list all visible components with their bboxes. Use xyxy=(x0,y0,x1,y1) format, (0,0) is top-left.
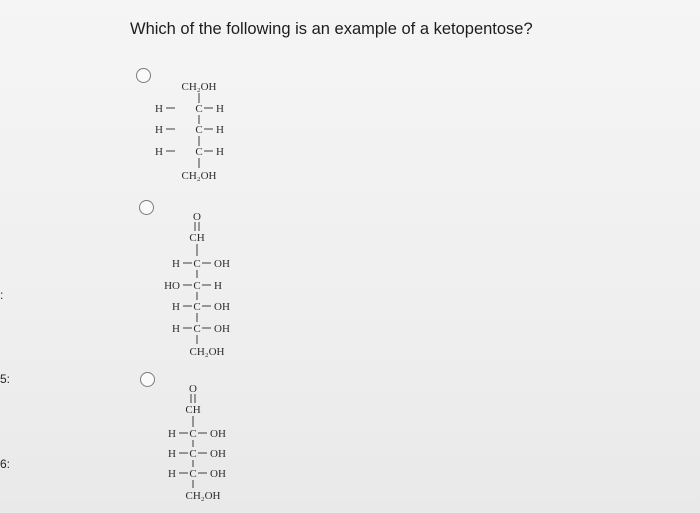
sidebar-question-marker: 6: xyxy=(0,457,11,471)
option-b-fischer-projection xyxy=(150,208,260,358)
sidebar-question-marker: 5: xyxy=(0,372,11,386)
carbon-label: C xyxy=(189,468,197,480)
option-c-fischer-projection xyxy=(150,380,260,505)
left-substituent: H xyxy=(155,103,163,115)
left-substituent: HO xyxy=(164,280,180,292)
carbon-label: C xyxy=(193,323,201,335)
carbon-label: C xyxy=(195,146,203,158)
right-substituent: OH xyxy=(210,468,226,480)
right-substituent: H xyxy=(216,146,224,158)
bottom-group-label: CH₂OH xyxy=(185,490,221,502)
left-substituent: H xyxy=(172,323,180,335)
carbon-label: C xyxy=(193,301,201,313)
carbonyl-oxygen-label: O xyxy=(193,211,201,223)
right-substituent: H xyxy=(216,124,224,136)
carbon-label: C xyxy=(195,124,203,136)
carbon-label: C xyxy=(189,448,197,460)
question-text: Which of the following is an example of a ketopentose? xyxy=(130,20,533,38)
carbon-label: C xyxy=(193,258,201,270)
right-substituent: OH xyxy=(214,258,230,270)
right-substituent: OH xyxy=(214,301,230,313)
left-substituent: H xyxy=(168,448,176,460)
right-substituent: OH xyxy=(210,448,226,460)
right-substituent: OH xyxy=(214,323,230,335)
right-substituent: H xyxy=(214,280,222,292)
left-substituent: H xyxy=(168,428,176,440)
bottom-group-label: CH₂OH xyxy=(181,170,217,182)
carbon-label: C xyxy=(195,103,203,115)
carbon-label: C xyxy=(189,428,197,440)
right-substituent: OH xyxy=(210,428,226,440)
right-substituent: H xyxy=(216,103,224,115)
left-substituent: H xyxy=(168,468,176,480)
carbon-label: C xyxy=(193,280,201,292)
carbonyl-oxygen-label: O xyxy=(189,383,197,395)
left-substituent: H xyxy=(155,146,163,158)
aldehyde-group-label: CH xyxy=(189,232,205,244)
left-substituent: H xyxy=(172,258,180,270)
sidebar-question-marker: : xyxy=(0,288,4,302)
bottom-group-label: CH₂OH xyxy=(189,346,225,358)
left-substituent: H xyxy=(172,301,180,313)
aldehyde-group-label: CH xyxy=(185,404,201,416)
left-substituent: H xyxy=(155,124,163,136)
option-a-fischer-projection xyxy=(140,76,250,192)
top-group-label: CH₂OH xyxy=(181,81,217,93)
